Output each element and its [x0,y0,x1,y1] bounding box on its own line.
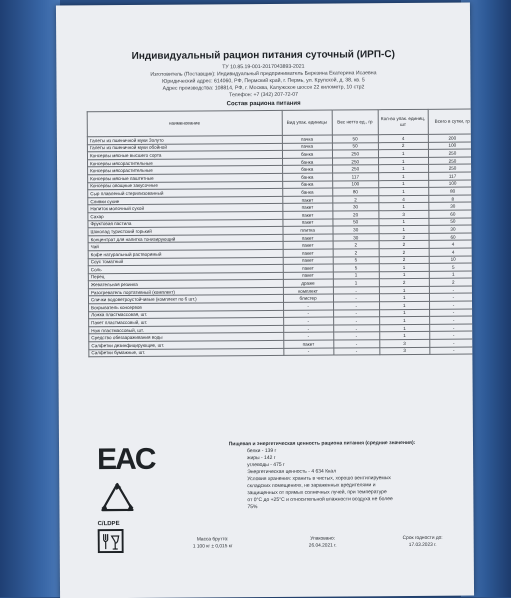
cell-pack: - [283,310,333,318]
cell-total: 30 [429,202,474,210]
cell-pack: банка [282,158,332,166]
cell-pack: банка [282,165,332,173]
cell-count: 1 [379,294,429,302]
cell-name: Сахар [88,211,283,220]
cell-pack: пакет [282,211,332,219]
document-paper [56,3,474,598]
cell-total: 250 [428,164,474,172]
cell-name: Жевательная резинка [88,280,283,289]
cell-name: Салфетки дезинфицирующие, шт. [89,340,284,349]
cell-name: Ложка пластмассовая, шт. [89,310,284,319]
cell-name: Консервы мясорастительные [88,158,283,167]
cell-weight: 50 [333,218,379,226]
cell-total: - [430,331,474,339]
cell-weight: 5 [333,256,379,264]
nutrition-block [177,440,467,512]
cell-pack: пакет [282,196,332,204]
table-header-row [87,109,474,137]
cell-count: 1 [379,225,429,233]
cell-total: 1 [429,271,474,279]
cell-total: 50 [429,218,474,226]
storage-line-3: защищенных от прямых солнечных лучей, при температуре [247,489,387,497]
cell-pack: пакет [282,203,332,211]
fat: жиры - 142 г [247,454,276,462]
cell-total: 5 [429,263,474,271]
cell-name: Фруктовая пастила [88,219,283,228]
cell-count: 2 [379,279,429,287]
cell-total: - [430,347,474,355]
cell-pack: пакет [283,340,333,348]
cell-pack: пакет [283,241,333,249]
shelf-life [388,535,458,549]
protein: белки - 139 г [247,447,277,455]
cell-pack: пачка [282,143,332,151]
cell-weight: - [334,347,380,355]
cell-name: Консервы мясорастительные [88,166,283,175]
cell-name: Чай [88,242,283,251]
cell-total: 250 [428,157,474,165]
cell-count: 1 [379,218,429,226]
cell-weight: - [334,340,380,348]
marks-block [96,442,155,558]
cell-pack: блистер [283,294,333,302]
cell-count: 1 [379,263,429,271]
cell-pack: банка [282,188,332,196]
cell-total: 30 [429,225,474,233]
phone: Телефон: +7 (342) 207-72-07 [229,91,299,99]
cell-pack: комплект [283,287,333,295]
storage-line-1: Условия хранения: хранить в чистых, хорошо вентилируемых [247,475,391,483]
cell-pack: - [283,302,333,310]
gross-mass [178,536,248,550]
cell-name: Галеты из пшеничной муки Золуто [87,135,282,144]
cell-name: Спички водоветроустойчивые (комплект по 6 шт.) [88,295,283,304]
cell-count: 2 [379,256,429,264]
cell-name: Галеты из пшеничной муки обойной [87,143,282,152]
cell-weight: 250 [332,157,378,165]
carbs: углеводы - 475 г [247,461,285,469]
cell-total: - [429,301,474,309]
cell-pack: - [283,348,333,356]
cell-weight: 1 [333,279,379,287]
cell-count: 2 [378,142,428,150]
nutrition-heading: Пищевая и энергетическая ценность рациона питания (средние значения): [228,439,416,448]
cell-pack: банка [282,150,332,158]
cell-total: - [429,293,474,301]
cell-name: Сыр плавленый стерилизованный [88,189,283,198]
cell-weight: 2 [333,249,379,257]
cell-count: 1 [379,301,429,309]
header-count: Кол-во упак. единиц, шт [378,109,428,134]
cell-pack: пакет [283,257,333,265]
cell-count: 3 [379,210,429,218]
cell-weight: 2 [333,241,379,249]
cell-pack: пакет [282,219,332,227]
cell-name: Шоколад туристский горький [88,227,283,236]
cell-total: 100 [429,180,475,188]
cell-weight: 50 [332,142,378,150]
cell-name: Кофе натуральный растворимый [88,249,283,258]
cell-name: Консервы мясные паштетные [88,173,283,182]
cell-weight: 2 [333,195,379,203]
cell-weight: - [333,294,379,302]
cell-pack: пакет [283,234,333,242]
shelf-value: 17.03.2023 г. [408,542,437,549]
header-pack: Вид упак. единицы [282,110,332,135]
cell-weight: 250 [332,165,378,173]
cell-count: 1 [379,286,429,294]
storage-line-4: от 0°С до +25°С и относительной влажности воздуха не более [247,496,393,504]
cell-weight: 1 [333,271,379,279]
legal-address: Юридический адрес: 614060, РФ, Пермский край, г. Пермь, ул. Крупской, д. 38, кв. 5 [162,77,365,85]
cell-count: 1 [378,165,428,173]
eac-logo: EAC [96,442,155,477]
cell-count: 3 [379,347,429,355]
cell-total: - [430,324,475,332]
cell-count: 4 [378,195,428,203]
cell-count: 1 [378,180,428,188]
cell-name: Концентрат для напитка тонизирующий [88,234,283,243]
cell-name: Соль [88,264,283,273]
cell-weight: - [333,317,379,325]
cell-pack: - [283,332,333,340]
storage-line-5: 75% [247,504,258,511]
tu-code: ТУ 10.85.19-001-2017043893-2021 [222,63,305,71]
packaged-date [288,535,358,549]
cell-count: 2 [379,248,429,256]
cell-count: 1 [379,271,429,279]
cell-total: 8 [429,195,474,203]
cell-count: 1 [378,150,428,158]
cell-total: 100 [428,142,474,150]
cell-total: - [430,339,474,347]
cell-weight: - [333,287,379,295]
recycling-icon [97,481,152,520]
cell-total: 4 [429,248,474,256]
cell-count: 1 [379,309,429,317]
cell-count: 1 [378,203,428,211]
cell-total: - [429,286,474,294]
cell-total: 60 [429,210,474,218]
cell-pack: - [283,317,333,325]
cell-name: Средство обеззараживания воды [89,333,284,342]
cell-total: 4 [429,240,474,248]
header-weight: Вес нетто ед., гр [332,110,378,135]
cell-pack: плитка [282,226,332,234]
cell-pack: пакет [283,249,333,257]
gross-mass-value: 1 100 кг ± 0,015 кг [192,544,233,550]
cell-weight: 250 [332,150,378,158]
header-total: Всего в сутки, гр [428,109,474,134]
cell-total: 200 [428,134,474,142]
cell-total: 10 [429,256,474,264]
cell-total: - [429,309,474,317]
cell-pack: пакет [283,272,333,280]
cell-pack: пакет [283,264,333,272]
cell-weight: 30 [333,203,379,211]
cell-count: 4 [378,134,428,142]
cell-weight: 5 [333,264,379,272]
cell-name: Напиток молочный сухой [88,204,283,213]
cell-name: Консервы мясные высшего сорта [87,151,282,160]
cell-weight: - [333,332,379,340]
composition-table [87,109,474,358]
composition-title: Состав рациона питания [226,100,301,108]
cell-total: - [430,316,475,324]
production-address: Адрес производства: 108814, РФ, г. Москва, Калужское шоссе 22 километр, 10 стр2 [162,84,365,92]
cell-name: Вскрыватель консервов [89,302,284,311]
manufacturer: Изготовитель (Поставщик): Индивидуальный предприниматель Березина Екатерина Исаевна [150,70,377,78]
cell-pack: пачка [282,135,332,143]
food-safe-icon [98,529,153,558]
cell-weight: - [333,325,379,333]
cell-weight: 80 [332,188,378,196]
cell-count: 3 [379,339,429,347]
cell-weight: - [333,302,379,310]
cell-weight: 20 [333,211,379,219]
cell-weight: - [333,309,379,317]
cell-total: 250 [428,149,474,157]
cell-pack: драже [283,279,333,287]
background-left [0,0,60,597]
cell-weight: 100 [332,180,378,188]
cell-pack: банка [282,173,332,181]
cell-total: 80 [429,187,474,195]
header-name: наименование [87,110,282,136]
shelf-label: Срок годности до: [402,535,443,542]
table-row [89,347,474,357]
storage-line-2: складских помещениях, не зараженных вредителями и [247,482,376,490]
cell-count: 1 [379,317,429,325]
cell-count: 1 [378,172,428,180]
document-title: Индивидуальный рацион питания суточный (ИРП-С) [131,49,395,62]
cell-weight: 30 [333,233,379,241]
table-body [87,134,474,357]
cell-total: 60 [429,233,474,241]
cell-pack: - [283,325,333,333]
gross-mass-label: Масса брутто: [196,537,229,543]
cell-weight: 117 [332,173,378,181]
cell-name: Сливки сухие [88,196,283,205]
cell-count: 1 [379,332,429,340]
cell-total: 2 [429,278,474,286]
cell-count: 2 [379,233,429,241]
cell-name: Соус томатный [88,257,283,266]
cell-name: Перец [88,272,283,281]
cell-name: Салфетки бумажные, шт. [89,348,284,357]
packaged-label: Упаковано: [310,536,336,542]
cell-weight: 50 [332,135,378,143]
cell-pack: банка [282,181,332,189]
footer-block [178,535,468,550]
cell-count: 1 [378,188,428,196]
cell-name: Разогреватель портативный (комплект) [88,287,283,296]
cell-name: Пакет пластмассовый, шт. [89,318,284,327]
cell-name: Консервы овощные закусочные [88,181,283,190]
cell-total: 117 [428,172,474,180]
cell-count: 2 [379,241,429,249]
cell-name: Нож пластмассовый, шт. [89,325,284,334]
cell-count: 1 [378,157,428,165]
cell-weight: 30 [333,226,379,234]
energy-value: Энергетическая ценность - 4 634 Ккал [247,468,337,476]
packaged-value: 26.04.2021 г. [308,543,337,549]
cell-count: 1 [379,324,429,332]
recycling-code: C/LDPE [97,521,120,528]
